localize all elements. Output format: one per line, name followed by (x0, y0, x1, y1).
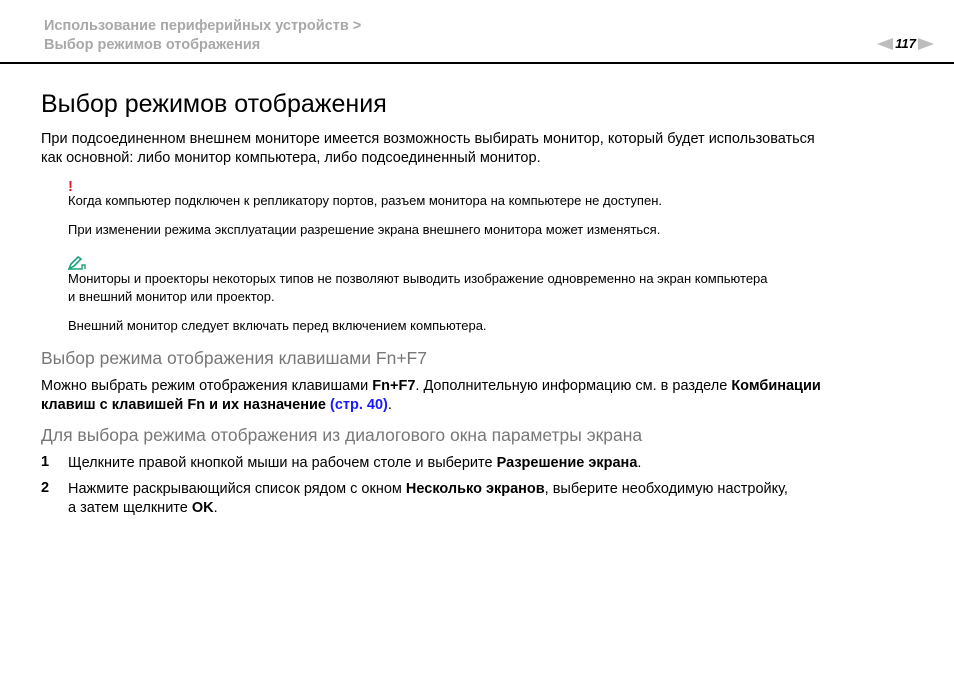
key-combo: Fn+F7 (372, 378, 416, 394)
text: . Дополнительную информацию см. в разделе (415, 378, 732, 394)
breadcrumb-parent: Использование периферийных устройств > (44, 18, 362, 34)
note-line: Мониторы и проекторы некоторых типов не позволяют выводить изображение одновременно на экран компьютера (68, 271, 768, 286)
page-number: 117 (895, 36, 916, 51)
section-heading-fn-f7: Выбор режима отображения клавишами Fn+F7 (41, 348, 427, 368)
next-page-arrow-icon[interactable] (918, 38, 934, 50)
ui-term: Разрешение экрана (496, 455, 638, 471)
text: . (213, 500, 218, 516)
step-number: 1 (41, 454, 50, 470)
page-navigator (877, 36, 934, 51)
step-text (68, 454, 641, 473)
header-divider (0, 62, 954, 64)
text: . (637, 455, 642, 471)
text: , выберите необходимую настройку, (544, 481, 788, 497)
section-heading-dialog: Для выбора режима отображения из диалогового окна параметры экрана (41, 425, 643, 445)
step-text (68, 480, 788, 518)
breadcrumb-current: Выбор режимов отображения (44, 37, 261, 53)
previous-page-arrow-icon[interactable] (877, 38, 893, 50)
note-line: и внешний монитор или проектор. (68, 289, 275, 304)
text: а затем щелкните (68, 500, 192, 516)
text: . (387, 397, 392, 413)
page-link[interactable]: (стр. 40) (329, 397, 388, 413)
intro-line: При подсоединенном внешнем мониторе имеется возможность выбирать монитор, который будет использоваться (41, 131, 815, 147)
text: Щелкните правой кнопкой мыши на рабочем столе и выберите (68, 455, 497, 471)
section-ref: клавиш с клавишей Fn и их назначение (41, 397, 326, 413)
step-number: 2 (41, 480, 50, 496)
warning-item: Когда компьютер подключен к репликатору портов, разъем монитора на компьютере не доступен. (68, 193, 662, 208)
section-ref: Комбинации (731, 378, 821, 394)
intro-line: как основной: либо монитор компьютера, либо подсоединенный монитор. (41, 150, 541, 166)
ui-term: OK (191, 500, 214, 516)
breadcrumb (44, 17, 361, 55)
warning-item: При изменении режима эксплуатации разрешение экрана внешнего монитора может изменяться. (68, 222, 661, 237)
ui-term: Несколько экранов (405, 481, 545, 497)
note-item: Внешний монитор следует включать перед включением компьютера. (68, 318, 487, 333)
note-item (68, 270, 768, 306)
text: Можно выбрать режим отображения клавишами (41, 378, 373, 394)
text: Нажмите раскрывающийся список рядом с окном (68, 481, 406, 497)
page-title: Выбор режимов отображения (41, 90, 387, 118)
section-fn-f7-paragraph (41, 377, 921, 415)
intro-paragraph (41, 130, 815, 168)
warning-icon: ! (68, 178, 73, 195)
